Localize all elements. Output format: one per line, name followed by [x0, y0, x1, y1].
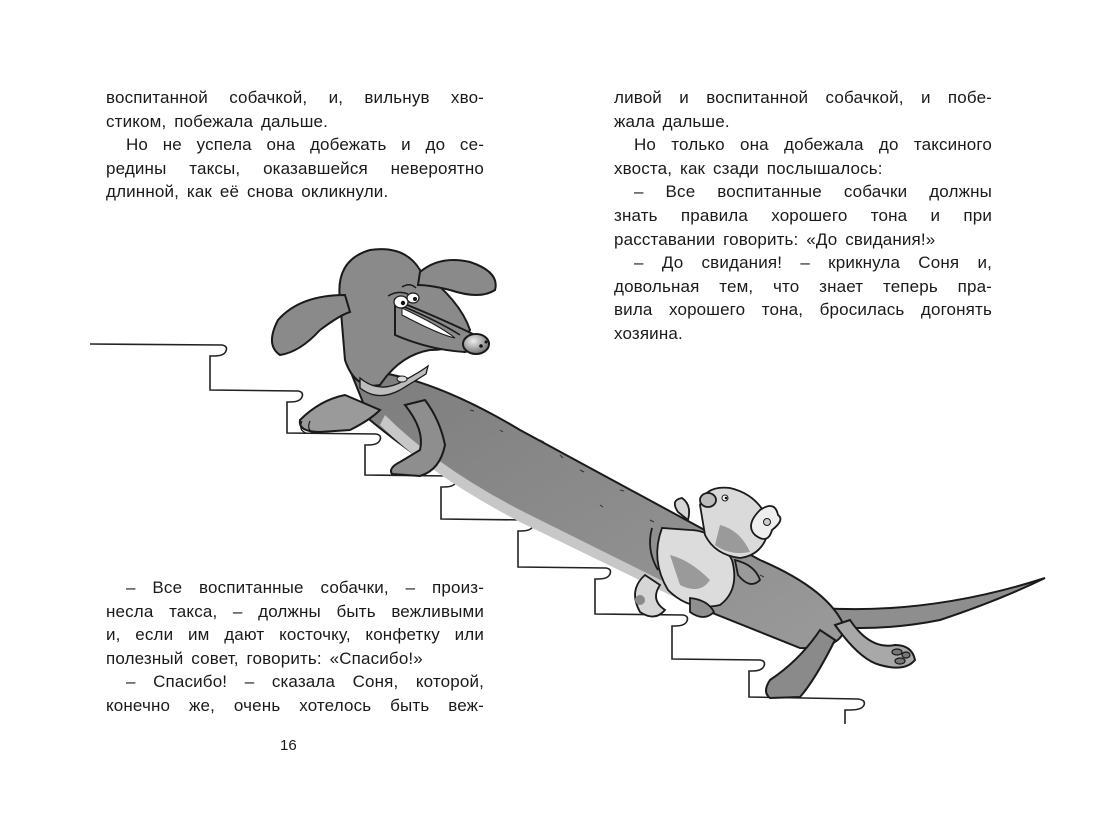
- text-line: хозяина.: [614, 323, 683, 343]
- paragraph: [106, 576, 484, 670]
- text-line: несла такса, – должны быть вежливыми: [106, 601, 484, 621]
- text-line: – Все воспитанные собачки должны: [634, 182, 992, 202]
- text-line: хвоста, как сзади послышалось:: [614, 158, 883, 178]
- text-line: Но не успела она добежать и до се-: [126, 135, 484, 155]
- paragraph: [614, 251, 992, 345]
- paragraph: [106, 670, 484, 717]
- paragraph: [614, 180, 992, 251]
- text-line: Но только она добежала до таксиного: [634, 135, 992, 155]
- text-line: – Спасибо! – сказала Соня, которой,: [126, 672, 484, 692]
- text-line: – Все воспитанные собачки, – произ-: [126, 578, 484, 597]
- text-line: стиком, побежала дальше.: [106, 111, 328, 131]
- text-line: длинной, как её снова окликнули.: [106, 182, 389, 202]
- text-line: знать правила хорошего тона и при: [614, 205, 992, 225]
- text-line: – До свидания! – крикнула Соня и,: [634, 253, 992, 273]
- text-line: конечно же, очень хотелось быть веж-: [106, 695, 484, 715]
- paragraph: [106, 86, 484, 133]
- right-page-text: [614, 86, 992, 346]
- text-line: жала дальше.: [614, 111, 730, 131]
- text-line: расставании говорить: «До свидания!»: [614, 229, 936, 249]
- text-line: воспитанной собачкой, и, вильнув хво-: [106, 88, 484, 107]
- text-line: полезный совет, говорить: «Спасибо!»: [106, 648, 423, 668]
- text-line: вила хорошего тона, бросилась догонять: [614, 300, 992, 320]
- left-page-bottom-text: [106, 576, 484, 718]
- text-line: ливой и воспитанной собачкой, и побе-: [614, 88, 992, 107]
- left-page-top-text: [106, 86, 484, 204]
- paragraph: [614, 133, 992, 180]
- paragraph: [614, 86, 992, 133]
- page-number: 16: [280, 737, 297, 754]
- text-line: редины таксы, оказавшейся невероятно: [106, 158, 484, 178]
- text-line: и, если им дают косточку, конфетку или: [106, 625, 484, 645]
- text-line: довольная тем, что знает теперь пра-: [614, 276, 992, 296]
- paragraph: [106, 133, 484, 204]
